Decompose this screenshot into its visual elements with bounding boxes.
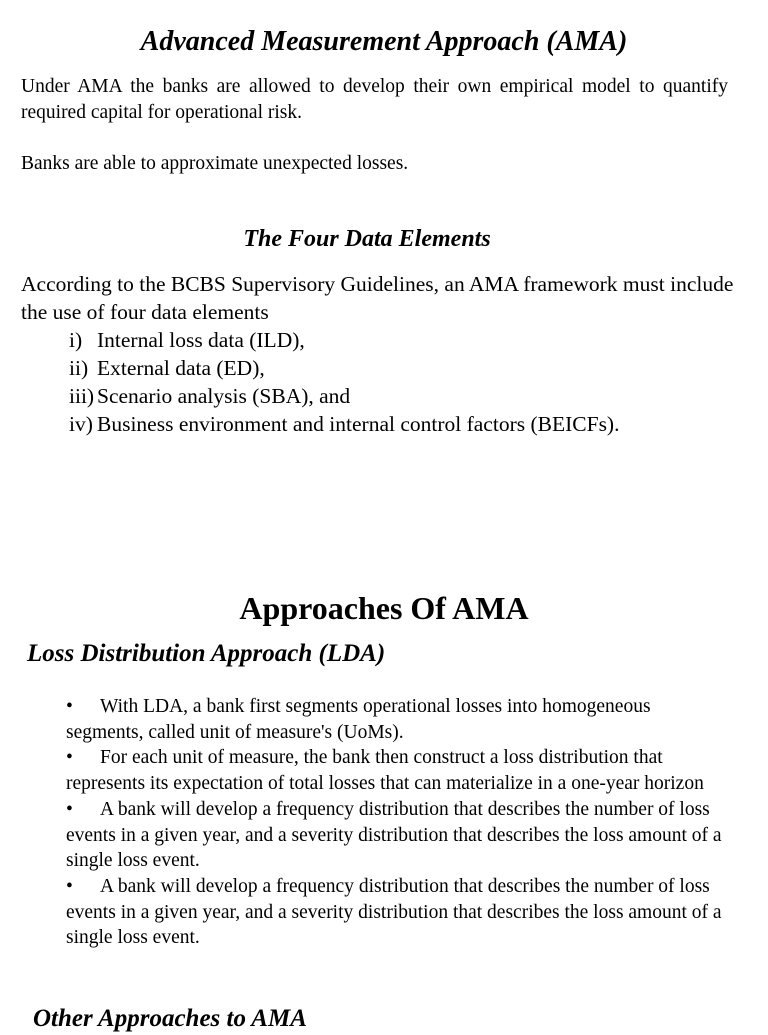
bullet-dot-icon: • xyxy=(66,747,73,769)
bullet-text: For each unit of measure, the bank then construct a loss distribution that represents its expectation of total losses that can materialize in a one-year horizon xyxy=(66,747,704,795)
list-item-text: Business environment and internal control factors (BEICFs). xyxy=(97,412,620,436)
other-approaches-heading: Other Approaches to AMA xyxy=(33,1005,307,1032)
list-item-text: Scenario analysis (SBA), and xyxy=(97,384,351,408)
bullet-text: With LDA, a bank first segments operational losses into homogeneous segments, called unit of measure's (UoMs). xyxy=(66,696,651,743)
list-item-number: iv) xyxy=(69,412,93,436)
bullet-item xyxy=(66,874,726,951)
lda-heading: Loss Distribution Approach (LDA) xyxy=(27,640,386,667)
four-elements-heading: The Four Data Elements xyxy=(243,226,491,252)
bullet-text: A bank will develop a frequency distribution that describes the number of loss events in a given year, and a severity distribution that describes the loss amount of a single loss event. xyxy=(66,875,722,949)
approaches-heading: Approaches Of AMA xyxy=(239,590,529,626)
four-elements-lead: According to the BCBS Supervisory Guidelines, an AMA framework must include the use of four data elements xyxy=(21,272,734,324)
page-title: Advanced Measurement Approach (AMA) xyxy=(140,26,628,57)
list-item xyxy=(69,326,749,354)
list-item-text: Internal loss data (ILD), xyxy=(97,328,305,352)
list-item xyxy=(69,382,749,410)
lda-bullet-list xyxy=(66,694,726,951)
list-item-number: ii) xyxy=(69,356,89,380)
bullet-dot-icon: • xyxy=(66,875,73,897)
bullet-text: A bank will develop a frequency distribution that describes the number of loss events in a given year, and a severity distribution that describes the loss amount of a single loss event. xyxy=(66,798,722,872)
list-item xyxy=(69,354,749,382)
bullet-dot-icon: • xyxy=(66,696,73,717)
list-item-number: iii) xyxy=(69,384,95,408)
list-item xyxy=(69,410,749,438)
bullet-item xyxy=(66,694,726,745)
list-item-text: External data (ED), xyxy=(97,356,265,380)
bullet-dot-icon: • xyxy=(66,798,73,820)
intro-paragraph: Under AMA the banks are allowed to develop their own empirical model to quantify required capital for operational risk. xyxy=(21,76,728,123)
intro-paragraph-2: Banks are able to approximate unexpected losses. xyxy=(21,153,409,174)
bullet-item xyxy=(66,745,726,796)
bullet-item xyxy=(66,797,726,874)
list-item-number: i) xyxy=(69,328,83,352)
four-elements-list xyxy=(69,326,749,438)
